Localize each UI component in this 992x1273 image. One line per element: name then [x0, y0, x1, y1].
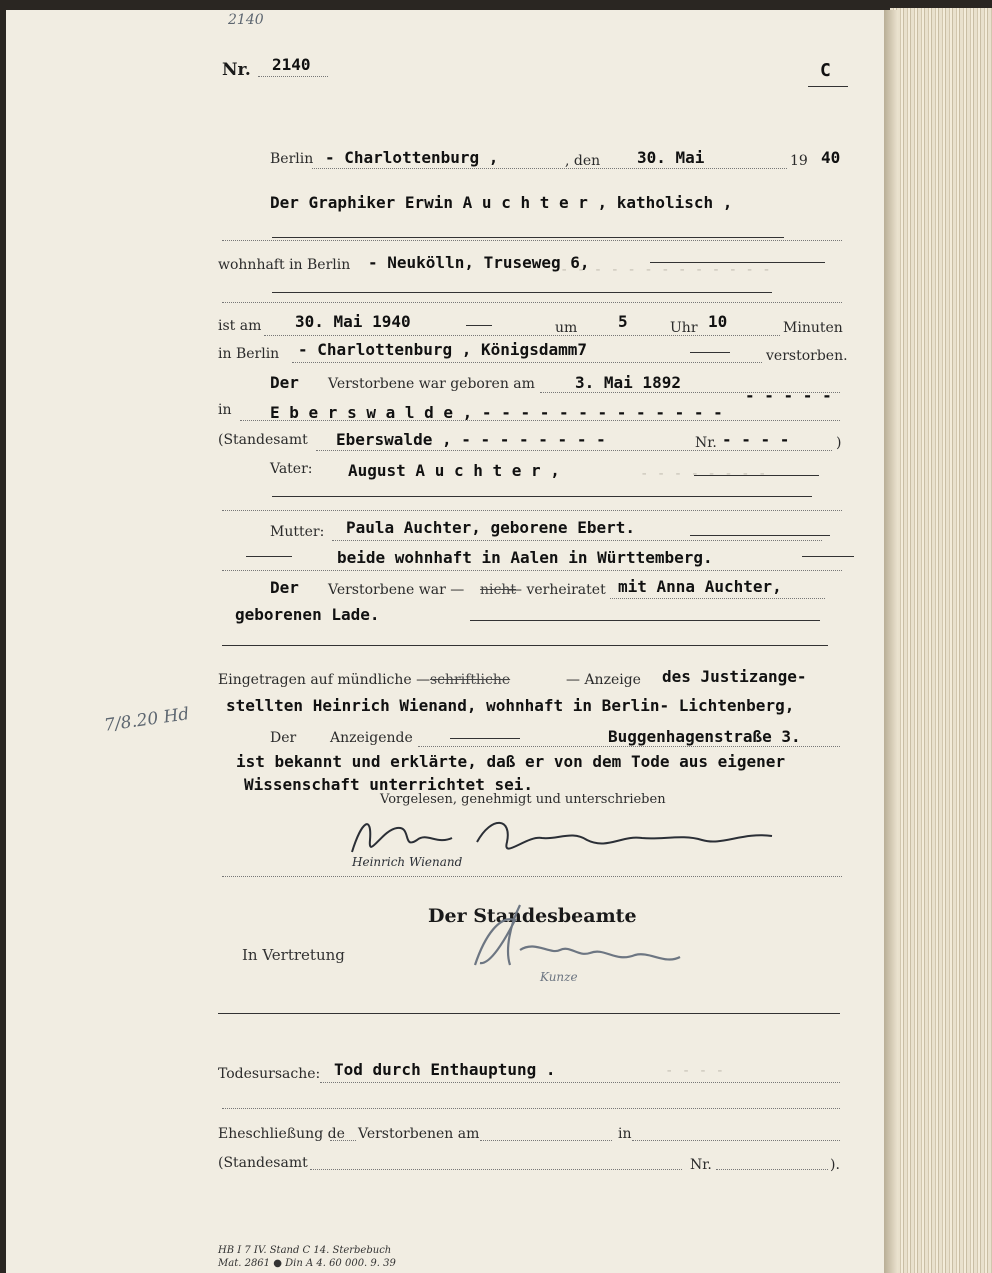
father-dash-line [694, 475, 819, 476]
death-hour: 5 [618, 312, 628, 331]
marriage-verstorbenen-label: Verstorbenen am [358, 1126, 480, 1142]
marriage-standesamt-dotted [310, 1169, 682, 1170]
der-label: Der [270, 730, 297, 746]
street-value: Buggenhagenstraße 3. [608, 727, 801, 746]
anzeigende-dotted-line [418, 746, 840, 747]
footer-line-2: Mat. 2861 ● Din A 4. 60 000. 9. 39 [218, 1258, 396, 1269]
page-stack-edges [890, 8, 992, 1273]
minuten-label: Minuten [783, 320, 843, 336]
district-value: - Charlottenburg , [325, 148, 499, 167]
registration-text-4: Wissenschaft unterrichtet sei. [244, 775, 533, 794]
registration-text-2: stellten Heinrich Wienand, wohnhaft in Berlin- Lichtenberg, [226, 696, 795, 715]
mother-dash-line [690, 535, 830, 536]
residence-dotted-line [222, 302, 842, 303]
birth-place: E b e r s w a l d e , - - - - - - - - - - - - - [270, 403, 723, 422]
marriage-dotted-2 [480, 1140, 612, 1141]
deputy-label: In Vertretung [242, 946, 345, 964]
struck-nicht: nicht [480, 582, 516, 598]
mother-line-left-dash [246, 556, 292, 557]
death-place-dotted-line [292, 362, 762, 363]
death-date: 30. Mai 1940 [295, 312, 411, 331]
bleed-through-text: - - - - - - - - [640, 466, 767, 482]
signature-dotted-line [222, 876, 842, 877]
der-typed: Der [270, 373, 299, 392]
standesamt-label: (Standesamt [218, 432, 308, 448]
verstorben-label: verstorben. [766, 348, 848, 364]
registration-text-1: des Justizange- [662, 667, 807, 686]
mother-dotted-line [332, 540, 822, 541]
binding-shadow [884, 10, 898, 1273]
struck-schriftliche: schriftliche [430, 672, 511, 688]
nr-dotted-line [258, 76, 328, 77]
death-place-dash [690, 352, 730, 353]
parents-dotted-line [222, 570, 842, 571]
cause-label: Todesursache: [218, 1066, 321, 1082]
register-number: 2140 [272, 55, 311, 74]
birth-date: 3. Mai 1892 [575, 373, 681, 392]
svg-text:Heinrich Wienand: Heinrich Wienand [352, 855, 463, 869]
series-underline [808, 86, 848, 87]
nr-label: Nr. [222, 60, 251, 80]
death-date-dash [466, 325, 492, 326]
residence-value: - Neukölln, Truseweg 6, [368, 253, 590, 272]
cause-dotted-line-2 [222, 1108, 840, 1109]
residence-underline [272, 292, 772, 293]
registrar-rule [218, 1013, 840, 1014]
mother-label: Mutter: [270, 524, 325, 540]
cause-value: Tod durch Enthauptung . [334, 1060, 556, 1079]
marriage-in-label: in [618, 1126, 632, 1142]
year-suffix: 40 [821, 148, 841, 167]
date-dotted-line [312, 168, 787, 169]
mother-line-right-dash [802, 556, 854, 557]
marriage-close: ). [830, 1157, 840, 1173]
father-dotted-line [222, 510, 842, 511]
standesamt-value: Eberswalde , - - - - - - - - [336, 430, 606, 449]
death-minutes: 10 [708, 312, 728, 331]
footer-line-1: HB I 7 IV. Stand C 14. Sterbebuch [218, 1245, 392, 1256]
registration-label: Eingetragen auf mündliche — [218, 672, 431, 688]
birth-place-dotted-line [240, 420, 840, 421]
death-place: - Charlottenburg , Königsdamm7 [298, 340, 587, 359]
uhr-label: Uhr [670, 320, 698, 336]
death-time-dotted-line [264, 335, 780, 336]
spouse-value: mit Anna Auchter, [618, 577, 782, 596]
declarant-dotted-line [222, 240, 842, 241]
declarant-underline [272, 237, 784, 238]
marriage-label: Eheschließung de [218, 1126, 345, 1142]
residence-label: wohnhaft in Berlin [218, 257, 351, 273]
spouse-maiden-name: geborenen Lade. [235, 605, 380, 624]
series-letter: C [820, 60, 831, 81]
residence-dash-line [650, 262, 825, 263]
verheiratet-label: — verheiratet [508, 582, 606, 598]
den-label: , den [565, 153, 601, 169]
standesamt-nr-label: Nr. [695, 435, 717, 451]
bleed-through-text: - - - - [665, 1063, 725, 1079]
der-typed-2: Der [270, 578, 299, 597]
marriage-dotted-1 [330, 1140, 356, 1141]
margin-note: 7/8.20 Hd [103, 704, 191, 736]
father-value: August A u c h t e r , [348, 461, 560, 480]
registrar-title: Der Standesbeamte [428, 905, 637, 927]
marital-label: Verstorbene war — [328, 582, 465, 598]
parents-residence: beide wohnhaft in Aalen in Württemberg. [337, 548, 713, 567]
father-label: Vater: [270, 461, 313, 477]
birth-label: Verstorbene war geboren am [328, 376, 535, 392]
in-berlin-label: in Berlin [218, 346, 280, 362]
um-label: um [555, 320, 578, 336]
pencil-number: 2140 [228, 12, 264, 28]
anzeigende-dash [450, 738, 520, 739]
father-underline [272, 496, 812, 497]
standesamt-close-paren: ) [836, 435, 842, 451]
registration-date: 30. Mai [637, 148, 705, 167]
mother-value: Paula Auchter, geborene Ebert. [346, 518, 635, 537]
marriage-standesamt-label: (Standesamt [218, 1155, 308, 1171]
city-label: Berlin [270, 151, 314, 167]
anzeige-label: — Anzeige [566, 672, 641, 688]
spouse-underline [470, 620, 820, 621]
birth-extra-dashes: - - - - - [745, 386, 832, 405]
cause-dotted-line [320, 1082, 840, 1083]
ist-am-label: ist am [218, 318, 262, 334]
registration-text-3: ist bekannt und erklärte, daß er von dem Tode aus eigener [236, 752, 786, 771]
registrar-signature [460, 895, 700, 989]
marriage-nr-label: Nr. [690, 1157, 712, 1173]
year-prefix: 19 [790, 153, 808, 169]
svg-text:Kunze: Kunze [540, 970, 578, 984]
standesamt-nr-dashes: - - - - [722, 430, 790, 449]
standesamt-dotted-line [316, 450, 832, 451]
anzeigende-label: Anzeigende [330, 730, 413, 746]
spouse-dotted-line [610, 598, 825, 599]
marital-underline [222, 645, 828, 646]
read-approved-label: Vorgelesen, genehmigt und unterschrieben [380, 792, 666, 807]
marriage-nr-dotted [716, 1169, 828, 1170]
declarant-text: Der Graphiker Erwin A u c h t e r , katholisch , [270, 193, 733, 212]
bleed-through-text: - - - - - - - - - - - - - [560, 262, 771, 278]
declarant-signature [342, 810, 802, 874]
birth-in-label: in [218, 402, 232, 418]
marriage-dotted-3 [632, 1140, 840, 1141]
